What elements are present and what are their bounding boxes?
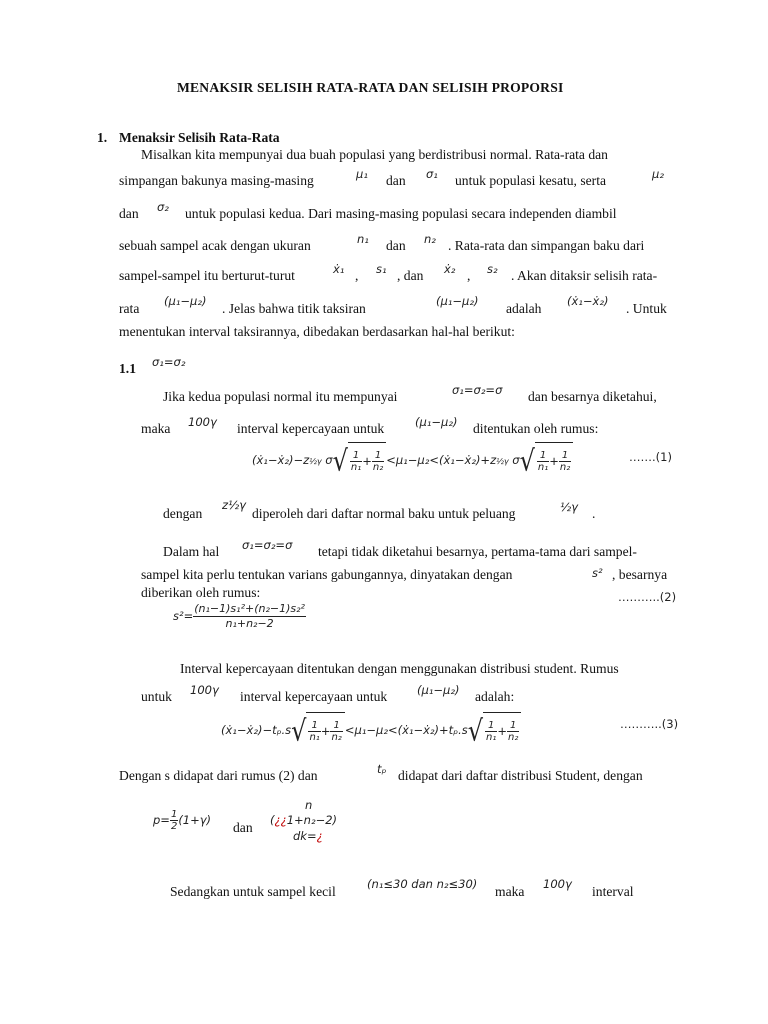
paragraph-text: sebuah sampel acak dengan ukuran — [119, 238, 311, 253]
formula-2: s²= $\frac{\text{(n₁−1)s₁²+(n₂−1)s₂²}}{\text{n₁+n₂−2}}$ — [173, 602, 305, 630]
paragraph-text: diberikan oleh rumus: — [141, 585, 261, 600]
dk-formula: (¿¿1+n₂−2) — [270, 813, 338, 827]
s1-symbol: s₁ — [376, 262, 387, 276]
condition-formula: σ₁=σ₂=σ — [242, 538, 293, 552]
paragraph-text: dan besarnya diketahui, — [528, 389, 657, 404]
paragraph-text: didapat dari daftar distribusi Student, dengan — [398, 768, 643, 783]
diff-mu-symbol: (μ₁−μ₂) — [436, 294, 479, 308]
paragraph-text: untuk — [141, 689, 172, 704]
sigma1-symbol: σ₁ — [426, 167, 438, 181]
paragraph-text: ditentukan oleh rumus: — [473, 421, 599, 436]
xbar1-symbol: ẋ₁ — [333, 262, 345, 276]
paragraph-text: Sedangkan untuk sampel kecil — [170, 884, 336, 899]
z-half-gamma: z½γ — [222, 498, 246, 512]
paragraph-text: sampel kita perlu tentukan varians gabungannya, dinyatakan dengan — [141, 567, 513, 582]
n1-symbol: n₁ — [357, 232, 369, 246]
paragraph-text: . Jelas bahwa titik taksiran — [222, 301, 366, 316]
paragraph-text: , besarnya — [612, 567, 668, 582]
section-heading: Menaksir Selisih Rata-Rata — [119, 130, 280, 145]
s-squared: s² — [592, 566, 603, 580]
diff-x-symbol: (ẋ₁−ẋ₂) — [567, 294, 609, 308]
paragraph-text: , — [355, 268, 359, 283]
paragraph-line: simpangan bakunya masing-masing — [119, 173, 314, 188]
paragraph-text: interval — [592, 884, 634, 899]
s2-symbol: s₂ — [487, 262, 498, 276]
formula-3: (ẋ₁−ẋ₂)−tₚ.s√ $\frac{1}{\text{n₁}}$ + $\frac{1}{\text{n₂}}$ <μ₁−μ₂<(ẋ₁−ẋ₂)+tₚ.s√ $\frac{1}{\text{n₁}}$ + $\frac{1}{\text{n₂}}$ — [221, 712, 521, 748]
equation-number-2: ………..(2) — [618, 590, 677, 604]
condition-formula: σ₁=σ₂=σ — [452, 383, 503, 397]
dk-bottom: dk=¿ — [293, 829, 323, 843]
paragraph-text: untuk populasi kedua. Dari masing-masing populasi secara independen diambil — [185, 206, 617, 221]
p-formula: p= $\frac{1}{2}$ (1+γ) — [153, 809, 212, 832]
paragraph-text: rata — [119, 301, 140, 316]
paragraph-text: . Akan ditaksir selisih rata- — [511, 268, 658, 283]
n2-symbol: n₂ — [424, 232, 436, 246]
paragraph-text: interval kepercayaan untuk — [237, 421, 385, 436]
paragraph-text: . Rata-rata dan simpangan baku dari — [448, 238, 645, 253]
paragraph-text: Dengan s didapat dari rumus (2) dan — [119, 768, 318, 783]
hundred-gamma: 100γ — [188, 415, 217, 429]
formula-1: (ẋ₁−ẋ₂)−z½γ σ√ $\frac{1}{\text{n₁}}$ + $\frac{1}{\text{n₂}}$ <μ₁−μ₂<(ẋ₁−ẋ₂)+z½γ σ√ $\frac{1}{\text{n₁}}$ + $\frac{1}{\text{n₂}}$ — [252, 442, 573, 478]
paragraph-line: menentukan interval taksirannya, dibedakan berdasarkan hal-hal berikut: — [119, 324, 515, 339]
section-number: 1. — [97, 130, 108, 145]
paragraph-text: adalah: — [475, 689, 515, 704]
page-title: MENAKSIR SELISIH RATA-RATA DAN SELISIH PROPORSI — [177, 80, 564, 95]
mu2-symbol: μ₂ — [652, 167, 664, 181]
paragraph-text: interval kepercayaan untuk — [240, 689, 388, 704]
hundred-gamma: 100γ — [190, 683, 219, 697]
small-sample-condition: (n₁≤30 dan n₂≤30) — [367, 877, 478, 891]
paragraph-text: adalah — [506, 301, 542, 316]
equation-number-1: …….(1) — [629, 450, 672, 464]
paragraph-text: maka — [495, 884, 525, 899]
t-p-symbol: tₚ — [377, 762, 387, 776]
paragraph-text: dan — [386, 238, 406, 253]
diff-mu-symbol: (μ₁−μ₂) — [417, 683, 460, 697]
subsection-number: 1.1 — [119, 361, 136, 376]
condition-formula: σ₁=σ₂ — [152, 355, 186, 369]
paragraph-text: dan — [233, 820, 253, 835]
paragraph-text: dan — [386, 173, 406, 188]
paragraph-text: Dalam hal — [163, 544, 220, 559]
diff-mu-symbol: (μ₁−μ₂) — [164, 294, 207, 308]
paragraph-text: dan — [119, 206, 139, 221]
diff-mu-symbol: (μ₁−μ₂) — [415, 415, 458, 429]
paragraph-line: Misalkan kita mempunyai dua buah populasi yang berdistribusi normal. Rata-rata dan — [141, 147, 608, 162]
sigma2-symbol: σ₂ — [157, 200, 169, 214]
dk-top: n — [305, 798, 313, 812]
half-gamma: ½γ — [560, 500, 578, 514]
mu1-symbol: μ₁ — [356, 167, 368, 181]
paragraph-text: untuk populasi kesatu, serta — [455, 173, 607, 188]
paragraph-text: . Untuk — [626, 301, 667, 316]
paragraph-text: tetapi tidak diketahui besarnya, pertama-tama dari sampel- — [318, 544, 637, 559]
paragraph-text: , — [467, 268, 471, 283]
paragraph-text: , dan — [397, 268, 424, 283]
paragraph-text: diperoleh dari daftar normal baku untuk peluang — [252, 506, 516, 521]
paragraph-text: Jika kedua populasi normal itu mempunyai — [163, 389, 398, 404]
equation-number-3: ………..(3) — [620, 717, 679, 731]
paragraph-text: . — [592, 506, 596, 521]
paragraph-text: dengan — [163, 506, 203, 521]
xbar2-symbol: ẋ₂ — [444, 262, 456, 276]
paragraph-text: Interval kepercayaan ditentukan dengan menggunakan distribusi student. Rumus — [180, 661, 619, 676]
hundred-gamma: 100γ — [543, 877, 572, 891]
paragraph-text: sampel-sampel itu berturut-turut — [119, 268, 295, 283]
paragraph-text: maka — [141, 421, 171, 436]
